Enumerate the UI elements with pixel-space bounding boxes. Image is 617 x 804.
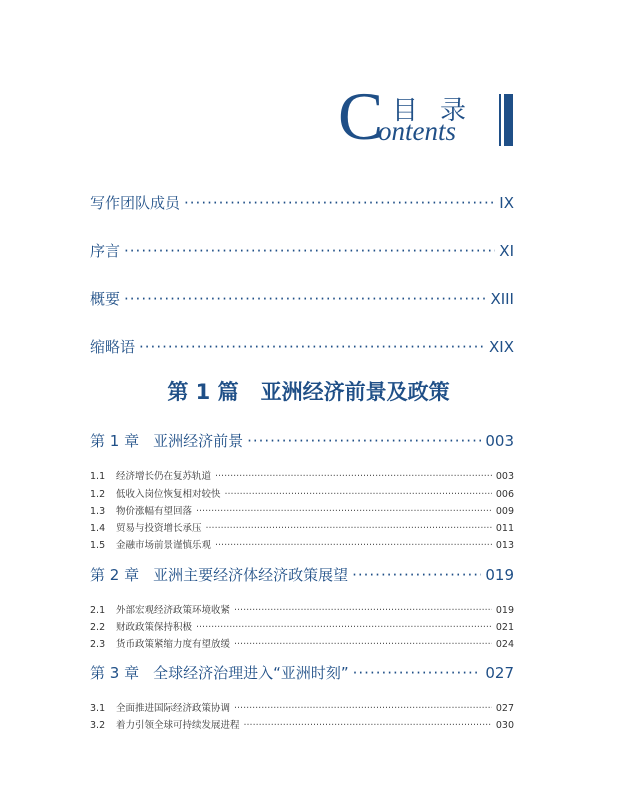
section-entry[interactable] [90, 700, 514, 714]
section-entry[interactable] [90, 717, 514, 731]
section-title: 着力引领全球可持续发展进程 [116, 720, 240, 731]
section-title: 经济增长仍在复苏轨道 [116, 471, 212, 482]
toc-entry-title: 写作团队成员 [90, 194, 181, 212]
chapter-number: 第 1 章 [90, 432, 140, 450]
chapter-page: 027 [485, 664, 514, 682]
section-title: 全面推进国际经济政策协调 [116, 703, 231, 714]
toc-entry-title: 序言 [90, 242, 121, 260]
toc-entry[interactable] [90, 240, 514, 261]
part-label: 第 1 篇 [167, 380, 239, 404]
section-page: 019 [495, 605, 514, 616]
chapter-page: 019 [485, 566, 514, 584]
section-page: 027 [495, 703, 514, 714]
section-number: 2.2 [90, 622, 106, 633]
chapter-entry[interactable] [90, 564, 514, 585]
section-title: 物价涨幅有望回落 [116, 506, 193, 517]
dot-leader [215, 471, 492, 482]
dot-leader [124, 242, 495, 260]
header-decor-line [499, 94, 501, 146]
section-title: 外部宏观经济政策环境收紧 [116, 605, 231, 616]
chapter-title: 亚洲经济前景 [153, 432, 244, 450]
dot-leader [244, 720, 492, 731]
header-big-letter: C [338, 78, 384, 154]
dot-leader [352, 566, 481, 584]
chapter-title: 全球经济治理进入“亚洲时刻” [153, 664, 349, 682]
section-entry[interactable] [90, 619, 514, 633]
section-number: 1.3 [90, 506, 106, 517]
dot-leader [206, 523, 492, 534]
section-title: 金融市场前景谨慎乐观 [116, 540, 212, 551]
header-title-cn: 目录 [392, 96, 489, 126]
section-entry[interactable] [90, 537, 514, 551]
dot-leader [353, 664, 482, 682]
section-entry[interactable] [90, 602, 514, 616]
dot-leader [234, 639, 492, 650]
dot-leader [225, 489, 492, 500]
dot-leader [124, 290, 486, 308]
section-number: 1.4 [90, 523, 106, 534]
chapter-number: 第 2 章 [90, 566, 140, 584]
section-page: 003 [495, 471, 514, 482]
dot-leader [139, 338, 485, 356]
contents-header [338, 78, 538, 158]
toc-entry[interactable] [90, 288, 514, 309]
toc-entry-page: XI [499, 242, 514, 260]
section-page: 030 [495, 720, 514, 731]
toc-entry[interactable] [90, 192, 514, 213]
dot-leader [184, 194, 495, 212]
toc-entry[interactable] [90, 336, 514, 357]
part-name: 亚洲经济前景及政策 [260, 380, 450, 404]
section-entry[interactable] [90, 503, 514, 517]
chapter-title: 亚洲主要经济体经济政策展望 [153, 566, 349, 584]
toc-entry-page: XIII [490, 290, 514, 308]
chapter-number: 第 3 章 [90, 664, 140, 682]
section-page: 011 [495, 523, 514, 534]
section-entry[interactable] [90, 468, 514, 482]
chapter-entry[interactable] [90, 430, 514, 451]
dot-leader [215, 540, 492, 551]
dot-leader [234, 605, 492, 616]
header-decor-bar [504, 94, 513, 146]
section-number: 3.1 [90, 703, 106, 714]
section-number: 1.2 [90, 489, 106, 500]
section-number: 1.1 [90, 471, 106, 482]
section-number: 1.5 [90, 540, 106, 551]
dot-leader [234, 703, 492, 714]
section-entry[interactable] [90, 486, 514, 500]
section-title: 货币政策紧缩力度有望放缓 [116, 639, 231, 650]
dot-leader [196, 622, 492, 633]
toc-entry-title: 缩略语 [90, 338, 136, 356]
dot-leader [196, 506, 492, 517]
section-page: 021 [495, 622, 514, 633]
dot-leader [247, 432, 481, 450]
part-title [0, 376, 617, 406]
section-entry[interactable] [90, 636, 514, 650]
section-page: 024 [495, 639, 514, 650]
chapter-entry[interactable] [90, 662, 514, 683]
toc-entry-title: 概要 [90, 290, 121, 308]
section-title: 财政政策保持积极 [116, 622, 193, 633]
section-page: 009 [495, 506, 514, 517]
toc-entry-page: XIX [489, 338, 514, 356]
section-number: 3.2 [90, 720, 106, 731]
section-entry[interactable] [90, 520, 514, 534]
chapter-page: 003 [485, 432, 514, 450]
section-number: 2.3 [90, 639, 106, 650]
toc-entry-page: IX [499, 194, 514, 212]
header-title-en: ontents [378, 116, 456, 146]
section-title: 低收入岗位恢复相对较快 [116, 489, 221, 500]
section-title: 贸易与投资增长承压 [116, 523, 202, 534]
section-page: 013 [495, 540, 514, 551]
section-number: 2.1 [90, 605, 106, 616]
section-page: 006 [495, 489, 514, 500]
